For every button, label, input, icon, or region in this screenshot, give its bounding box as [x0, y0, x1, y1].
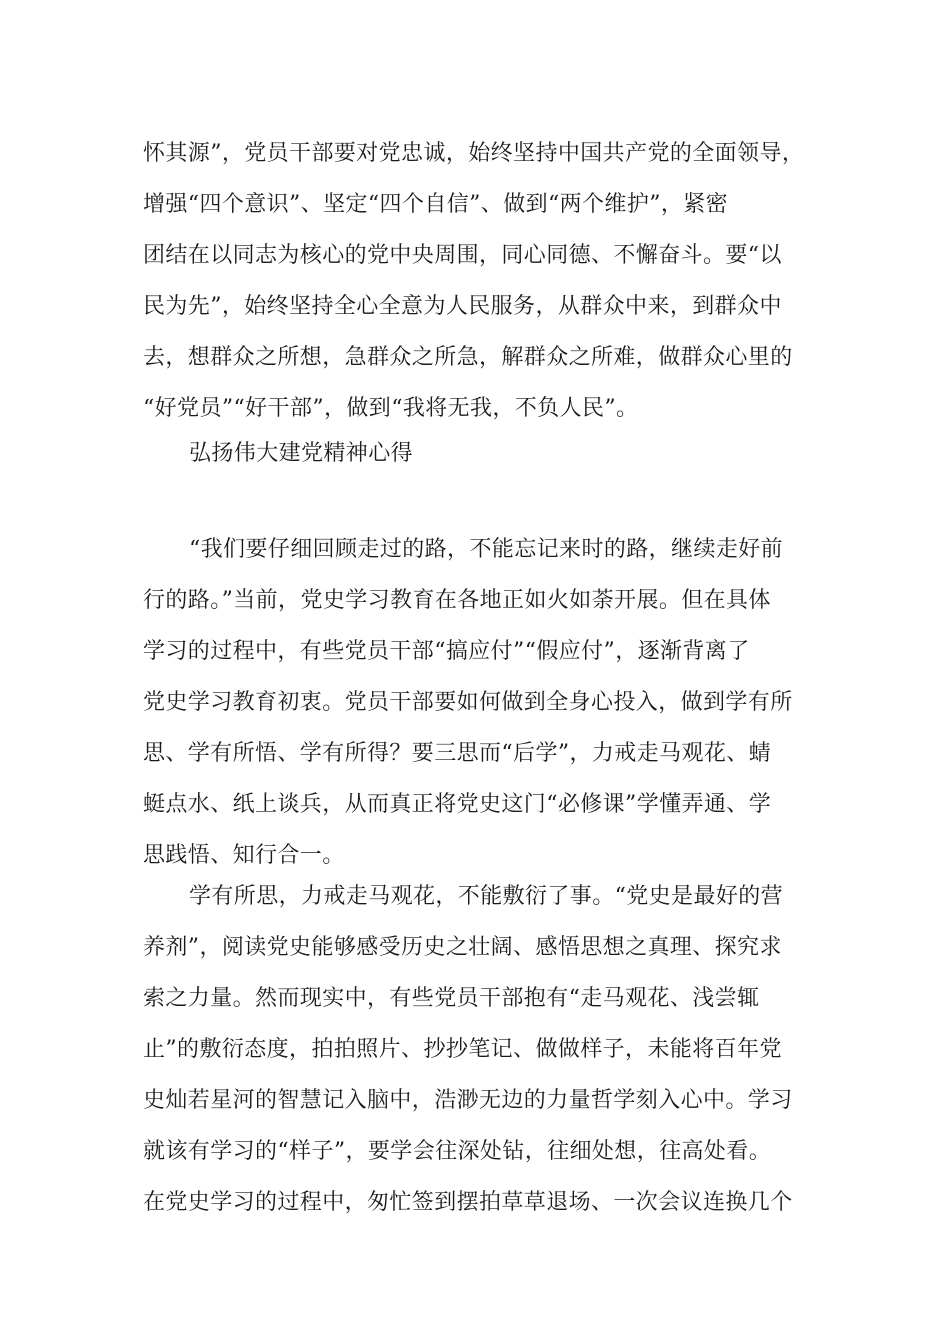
paragraph-line: 党史学习教育初衷。党员干部要如何做到全身心投入，做到学有所 [143, 690, 793, 715]
paragraph-line: 民为先”，始终坚持全心全意为人民服务，从群众中来，到群众中 [143, 294, 782, 319]
paragraph-3 [143, 871, 823, 1228]
paragraph-line: 怀其源”，党员干部要对党忠诚，始终坚持中国共产党的全面领导， [143, 141, 805, 166]
paragraph-2 [143, 524, 823, 881]
paragraph-line: 止”的敷衍态度，拍拍照片、抄抄笔记、做做样子，未能将百年党 [143, 1037, 782, 1062]
paragraph-line: 在党史学习的过程中，匆忙签到摆拍草草退场、一次会议连换几个 [143, 1190, 793, 1215]
paragraph-line: 增强“四个意识”、坚定“四个自信”、做到“两个维护”，紧密 [143, 192, 729, 217]
section-heading [143, 428, 823, 479]
paragraph-line: 团结在以同志为核心的党中央周围，同心同德、不懈奋斗。要“以 [143, 243, 782, 268]
paragraph-line: 学习的过程中，有些党员干部“搞应付”“假应付”，逐渐背离了 [143, 639, 750, 664]
section-heading-text: 弘扬伟大建党精神心得 [189, 441, 414, 466]
paragraph-line: 去，想群众之所想，急群众之所急，解群众之所难，做群众心里的 [143, 345, 793, 370]
paragraph-line: 索之力量。然而现实中，有些党员干部抱有“走马观花、浅尝辄 [143, 986, 760, 1011]
paragraph-line: “好党员”“好干部”，做到“我将无我，不负人民”。 [143, 396, 639, 421]
paragraph-line: 行的路。”当前，党史学习教育在各地正如火如荼开展。但在具体 [143, 588, 771, 613]
paragraph-line: 学有所思，力戒走马观花，不能敷衍了事。“党史是最好的营 [189, 884, 784, 909]
paragraph-line: 思、学有所悟、学有所得？要三思而“后学”，力戒走马观花、蜻 [143, 741, 772, 766]
paragraph-1 [143, 128, 823, 434]
paragraph-line: 蜓点水、纸上谈兵，从而真正将党史这门“必修课”学懂弄通、学 [143, 792, 772, 817]
paragraph-line: 就该有学习的“样子”，要学会往深处钻，往细处想，往高处看。 [143, 1139, 772, 1164]
paragraph-line: “我们要仔细回顾走过的路，不能忘记来时的路，继续走好前 [189, 537, 784, 562]
paragraph-line: 思践悟、知行合一。 [143, 843, 345, 868]
paragraph-line: 史灿若星河的智慧记入脑中，浩渺无边的力量哲学刻入心中。学习 [143, 1088, 793, 1113]
paragraph-line: 养剂”，阅读党史能够感受历史之壮阔、感悟思想之真理、探究求 [143, 935, 782, 960]
